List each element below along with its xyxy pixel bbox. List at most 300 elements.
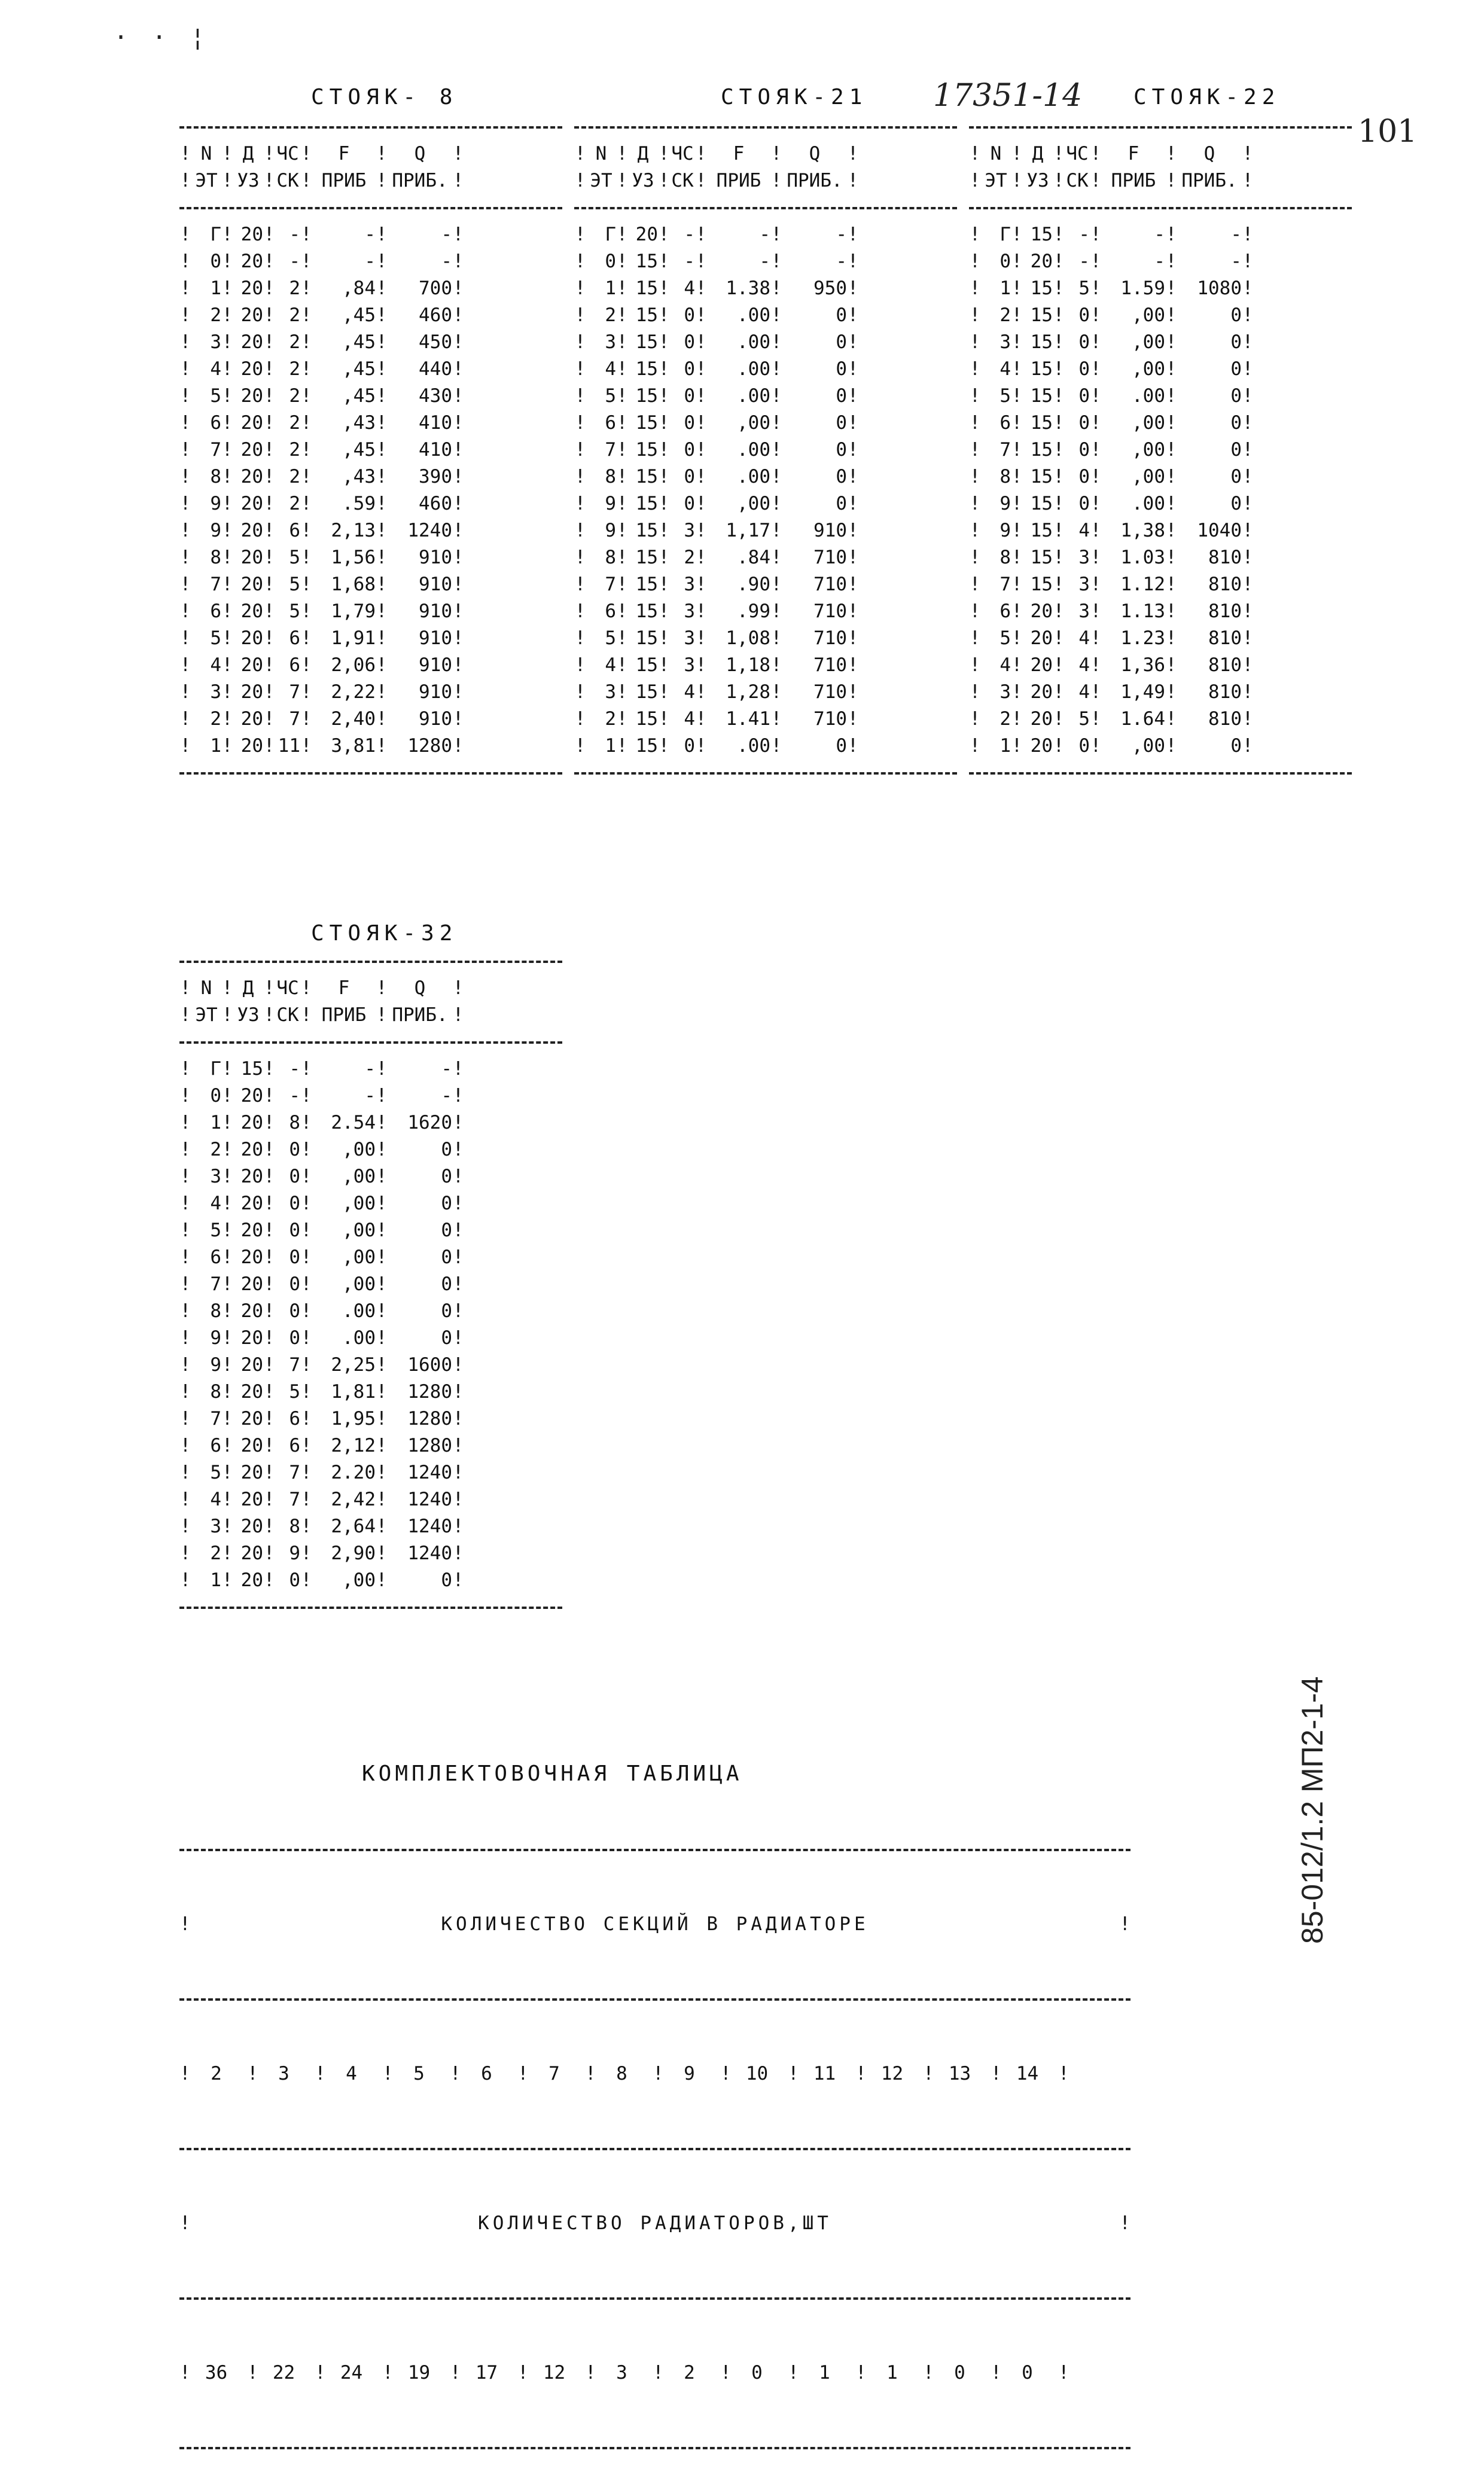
- riser-header-cell: Q: [809, 143, 821, 164]
- riser-cell: 6: [1000, 412, 1011, 434]
- riser-cell: 8: [210, 547, 221, 568]
- riser-cell: 0: [441, 1246, 452, 1268]
- riser-cell: 1620: [407, 1112, 452, 1133]
- riser-cell: .90: [737, 574, 770, 595]
- riser-cell: 15: [635, 681, 658, 703]
- riser-cell: 4: [605, 358, 616, 380]
- page-number: 101: [1358, 114, 1418, 150]
- riser-cell: 20: [240, 224, 263, 245]
- riser-cell: -: [684, 251, 695, 272]
- riser-cell: 6: [210, 1246, 221, 1268]
- riser-row: ! 6! 15! 0! ,00! 0!: [574, 410, 957, 437]
- riser-cell: 7: [289, 1489, 300, 1510]
- riser-cell: 0: [836, 493, 847, 514]
- riser-cell: 1,17: [726, 520, 770, 541]
- riser-row: ! 2! 15! 0! .00! 0!: [574, 302, 957, 329]
- riser-cell: 0: [1230, 358, 1242, 380]
- riser-cell: 15: [635, 358, 658, 380]
- riser-cell: 20: [1030, 654, 1053, 676]
- riser-cell: 0: [1230, 304, 1242, 326]
- riser-cell: 0: [1078, 331, 1090, 353]
- riser-cell: 20: [240, 439, 263, 461]
- riser-header-cell: Д: [1032, 143, 1044, 164]
- riser-cell: 0: [441, 1273, 452, 1295]
- riser-cell: .00: [342, 1327, 376, 1349]
- riser-cell: 9: [1000, 520, 1011, 541]
- riser-cell: 2,12: [331, 1435, 376, 1456]
- riser-header-cell: ПРИБ: [321, 170, 367, 191]
- riser-cell: 910: [419, 681, 452, 703]
- riser-row: ! 7! 20! 2! ,45! 410!: [179, 437, 562, 464]
- riser-cell: 0: [1078, 358, 1090, 380]
- riser-cell: 2.54: [331, 1112, 376, 1133]
- counts-cell: 19: [407, 2362, 431, 2384]
- riser-cell: 3: [210, 681, 221, 703]
- riser-cell: 0: [1078, 385, 1090, 407]
- riser-cell: 0: [1078, 439, 1090, 461]
- riser-cell: 8: [289, 1516, 300, 1537]
- riser-cell: -: [759, 224, 770, 245]
- riser-cell: 0: [441, 1327, 452, 1349]
- riser-row: ! 9! 20! 0! .00! 0!: [179, 1325, 562, 1352]
- riser-cell: 910: [419, 708, 452, 730]
- riser-cell: 20: [240, 1543, 263, 1564]
- riser-header-row: ! ЭТ ! УЗ !СК! ПРИБ ! ПРИБ. !: [179, 167, 562, 194]
- riser-row: ! 7! 15! 3! .90! 710!: [574, 571, 957, 598]
- riser-cell: 1040: [1197, 520, 1242, 541]
- riser-row: ! 9! 20! 6! 2,13! 1240!: [179, 517, 562, 544]
- riser-cell: 1280: [407, 1381, 452, 1403]
- riser-cell: -: [684, 224, 695, 245]
- riser-header-cell: ПРИБ: [1111, 170, 1156, 191]
- riser-cell: 0: [836, 304, 847, 326]
- riser-header-cell: N: [200, 977, 212, 999]
- riser-header-cell: Д: [637, 143, 649, 164]
- riser-cell: 6: [289, 627, 300, 649]
- riser-cell: 2: [210, 708, 221, 730]
- riser-row: ! 4! 20! 7! 2,42! 1240!: [179, 1486, 562, 1513]
- riser-cell: .00: [737, 735, 770, 757]
- riser-header-cell: ПРИБ.: [392, 170, 448, 191]
- sections-row: ! 2 ! 3 ! 4 ! 5 ! 6 ! 7 ! 8 ! 9 ! 10 ! 11 ! 12 ! 13 ! 14 !: [179, 2054, 1130, 2093]
- riser-cell: 1: [605, 735, 616, 757]
- riser-cell: 0: [1230, 466, 1242, 487]
- riser-header-cell: F: [733, 143, 745, 164]
- riser-cell: 15: [635, 547, 658, 568]
- riser-cell: 6: [289, 654, 300, 676]
- riser-cell: 20: [1030, 601, 1053, 622]
- riser-cell: 0: [836, 439, 847, 461]
- riser-cell: 910: [419, 574, 452, 595]
- riser-cell: 20: [1030, 681, 1053, 703]
- counts-cell: 0: [751, 2362, 763, 2384]
- riser-cell: 4: [1078, 654, 1090, 676]
- count-label: КОЛИЧЕСТВО РАДИАТОРОВ,ШТ: [478, 2212, 832, 2234]
- riser-row: ! 1! 20! 8! 2.54! 1620!: [179, 1110, 562, 1136]
- riser-row: ! 2! 20! 9! 2,90! 1240!: [179, 1540, 562, 1567]
- riser-cell: 15: [635, 278, 658, 299]
- riser-cell: 0: [289, 1139, 300, 1160]
- riser-header-cell: Q: [414, 143, 426, 164]
- riser-cell: 0: [1078, 412, 1090, 434]
- riser-header-cell: Д: [242, 977, 254, 999]
- riser-cell: 0: [1230, 385, 1242, 407]
- riser-cell: 2: [289, 466, 300, 487]
- riser-cell: 0: [836, 385, 847, 407]
- riser-table-8: [179, 114, 562, 787]
- counts-cell: 36: [205, 2362, 228, 2384]
- riser-cell: ,43: [342, 412, 376, 434]
- riser-cell: 20: [240, 278, 263, 299]
- riser-cell: 20: [240, 304, 263, 326]
- riser-cell: 2: [210, 1139, 221, 1160]
- riser-cell: -: [289, 1085, 300, 1107]
- riser-cell: 4: [1078, 520, 1090, 541]
- riser-cell: 20: [240, 1273, 263, 1295]
- riser-row: ! 8! 15! 0! ,00! 0!: [969, 464, 1352, 490]
- counts-row: ! 36 ! 22 ! 24 ! 19 ! 17 ! 12 ! 3 ! 2 ! 0 ! 1 ! 1 ! 0 ! 0 !: [179, 2353, 1130, 2392]
- riser-cell: 20: [635, 224, 658, 245]
- riser-cell: 0: [1230, 412, 1242, 434]
- riser-cell: 15: [1030, 547, 1053, 568]
- handwritten-number: 17351-14: [933, 78, 1083, 114]
- riser-cell: 15: [1030, 520, 1053, 541]
- riser-cell: 2: [289, 412, 300, 434]
- riser-row: ! 1! 20! 0! ,00! 0!: [969, 733, 1352, 760]
- riser-cell: ,00: [342, 1166, 376, 1187]
- riser-cell: 0: [441, 1569, 452, 1591]
- riser-cell: ,00: [342, 1220, 376, 1241]
- riser-cell: 440: [419, 358, 452, 380]
- riser-row: ! 2! 20! 2! ,45! 460!: [179, 302, 562, 329]
- riser-cell: 430: [419, 385, 452, 407]
- riser-cell: .00: [737, 358, 770, 380]
- riser-cell: 1.59: [1120, 278, 1165, 299]
- riser-cell: 4: [605, 654, 616, 676]
- riser-cell: 0: [684, 493, 695, 514]
- riser-cell: 7: [605, 574, 616, 595]
- riser-cell: 4: [210, 1193, 221, 1214]
- riser-cell: 8: [1000, 466, 1011, 487]
- riser-row: ! 8! 20! 2! ,43! 390!: [179, 464, 562, 490]
- riser-cell: 2,40: [331, 708, 376, 730]
- riser-cell: ,84: [342, 278, 376, 299]
- riser-cell: 20: [1030, 627, 1053, 649]
- riser-title-8: СТОЯК- 8: [311, 85, 458, 109]
- riser-cell: -: [364, 1058, 376, 1080]
- riser-row: ! Г! 15! -! -! -!: [969, 221, 1352, 248]
- riser-cell: 8: [210, 1381, 221, 1403]
- riser-cell: 3: [210, 1166, 221, 1187]
- riser-cell: -: [441, 1085, 452, 1107]
- riser-row: ! 3! 20! 2! ,45! 450!: [179, 329, 562, 356]
- riser-cell: 1240: [407, 1462, 452, 1483]
- riser-cell: 2: [1000, 304, 1011, 326]
- riser-cell: 810: [1208, 547, 1242, 568]
- riser-cell: ,45: [342, 331, 376, 353]
- riser-title-32: СТОЯК-32: [311, 921, 458, 946]
- riser-header-cell: УЗ: [1026, 170, 1049, 191]
- riser-cell: 1,81: [331, 1381, 376, 1403]
- riser-row: ! 4! 20! 6! 2,06! 910!: [179, 652, 562, 679]
- riser-cell: 6: [289, 1435, 300, 1456]
- riser-cell: 1.23: [1120, 627, 1165, 649]
- counts-cell: 24: [340, 2362, 363, 2384]
- riser-cell: 0: [836, 358, 847, 380]
- riser-cell: 20: [240, 1381, 263, 1403]
- riser-row: ! 9! 20! 2! .59! 460!: [179, 490, 562, 517]
- sections-cell: 9: [684, 2063, 695, 2084]
- riser-cell: 2: [605, 708, 616, 730]
- riser-cell: 1.41: [726, 708, 770, 730]
- riser-cell: 710: [813, 574, 847, 595]
- riser-header-cell: ЧС: [1066, 143, 1089, 164]
- riser-cell: 0: [684, 439, 695, 461]
- riser-row: ! 1! 20! 2! ,84! 700!: [179, 275, 562, 302]
- sections-cell: 5: [413, 2063, 425, 2084]
- riser-cell: 710: [813, 681, 847, 703]
- riser-cell: -: [441, 1058, 452, 1080]
- riser-cell: 1,91: [331, 627, 376, 649]
- riser-cell: 20: [240, 1462, 263, 1483]
- riser-cell: 9: [210, 520, 221, 541]
- riser-cell: 15: [635, 304, 658, 326]
- riser-cell: .00: [1132, 385, 1165, 407]
- riser-cell: 5: [1000, 385, 1011, 407]
- riser-cell: 15: [1030, 224, 1053, 245]
- riser-row: ! 9! 20! 7! 2,25! 1600!: [179, 1352, 562, 1379]
- riser-cell: ,00: [1132, 735, 1165, 757]
- riser-cell: 6: [605, 601, 616, 622]
- riser-cell: 1,56: [331, 547, 376, 568]
- riser-cell: .00: [737, 466, 770, 487]
- riser-cell: 20: [1030, 708, 1053, 730]
- riser-cell: 15: [635, 520, 658, 541]
- riser-cell: 9: [605, 493, 616, 514]
- riser-cell: 7: [289, 1462, 300, 1483]
- riser-cell: 20: [240, 493, 263, 514]
- riser-row: ! 8! 20! 5! 1,81! 1280!: [179, 1379, 562, 1406]
- riser-cell: 910: [419, 547, 452, 568]
- riser-cell: 0: [441, 1166, 452, 1187]
- riser-header-cell: ЭТ: [985, 170, 1007, 191]
- riser-cell: 8: [210, 466, 221, 487]
- riser-cell: 3: [1000, 681, 1011, 703]
- riser-cell: 1: [605, 278, 616, 299]
- riser-cell: 1,18: [726, 654, 770, 676]
- riser-cell: 15: [1030, 439, 1053, 461]
- corner-marks: · · ¦: [114, 24, 210, 51]
- riser-cell: 1240: [407, 1489, 452, 1510]
- riser-cell: 15: [635, 385, 658, 407]
- riser-cell: 950: [813, 278, 847, 299]
- riser-header-cell: УЗ: [237, 1004, 260, 1026]
- riser-header-row: ! N ! Д !ЧС! F ! Q !: [179, 975, 562, 1002]
- riser-cell: -: [441, 224, 452, 245]
- riser-cell: 15: [1030, 278, 1053, 299]
- riser-table-21: [574, 114, 957, 787]
- riser-cell: 4: [684, 278, 695, 299]
- riser-cell: 15: [1030, 304, 1053, 326]
- riser-row: ! 6! 20! 0! ,00! 0!: [179, 1244, 562, 1271]
- counts-cell: 0: [954, 2362, 965, 2384]
- riser-cell: 20: [240, 681, 263, 703]
- riser-header-cell: N: [595, 143, 607, 164]
- riser-cell: 2,90: [331, 1543, 376, 1564]
- riser-header-cell: СК: [276, 1004, 299, 1026]
- riser-cell: 1: [210, 735, 221, 757]
- riser-cell: 9: [210, 493, 221, 514]
- riser-cell: 5: [1078, 278, 1090, 299]
- riser-cell: 6: [289, 1408, 300, 1430]
- riser-row: ! 5! 20! 6! 1,91! 910!: [179, 625, 562, 652]
- riser-header-cell: ПРИБ: [321, 1004, 367, 1026]
- riser-cell: 710: [813, 547, 847, 568]
- riser-cell: 15: [635, 251, 658, 272]
- riser-row: ! 4! 15! 0! .00! 0!: [574, 356, 957, 383]
- riser-cell: 1,28: [726, 681, 770, 703]
- riser-cell: 6: [210, 412, 221, 434]
- riser-cell: -: [364, 224, 376, 245]
- riser-cell: 15: [240, 1058, 263, 1080]
- riser-header-cell: Q: [414, 977, 426, 999]
- riser-cell: 910: [419, 627, 452, 649]
- riser-cell: 8: [1000, 547, 1011, 568]
- riser-cell: 6: [210, 1435, 221, 1456]
- riser-cell: 15: [1030, 493, 1053, 514]
- riser-cell: 2: [1000, 708, 1011, 730]
- riser-cell: 410: [419, 412, 452, 434]
- sections-cell: 4: [346, 2063, 357, 2084]
- riser-cell: 2: [289, 278, 300, 299]
- riser-cell: 0: [289, 1193, 300, 1214]
- riser-cell: 2: [289, 358, 300, 380]
- riser-cell: 0: [441, 1139, 452, 1160]
- riser-cell: 2.20: [331, 1462, 376, 1483]
- riser-cell: ,43: [342, 466, 376, 487]
- riser-cell: 5: [289, 547, 300, 568]
- riser-cell: 0: [836, 412, 847, 434]
- riser-cell: Г: [1000, 224, 1011, 245]
- riser-cell: 5: [210, 385, 221, 407]
- riser-cell: -: [1230, 224, 1242, 245]
- riser-cell: 0: [836, 735, 847, 757]
- riser-cell: ,00: [1132, 358, 1165, 380]
- riser-cell: 5: [289, 601, 300, 622]
- riser-cell: ,00: [342, 1569, 376, 1591]
- riser-cell: 810: [1208, 574, 1242, 595]
- riser-header-cell: СК: [671, 170, 694, 191]
- riser-cell: 3: [684, 654, 695, 676]
- riser-cell: 0: [289, 1220, 300, 1241]
- riser-cell: 1,68: [331, 574, 376, 595]
- riser-row: ! 5! 15! 0! .00! 0!: [574, 383, 957, 410]
- riser-cell: 1,38: [1120, 520, 1165, 541]
- riser-row: ! 1! 15! 5! 1.59! 1080!: [969, 275, 1352, 302]
- riser-cell: ,00: [1132, 466, 1165, 487]
- riser-cell: 1,36: [1120, 654, 1165, 676]
- riser-row: ! 4! 20! 0! ,00! 0!: [179, 1190, 562, 1217]
- riser-row: ! 9! 15! 0! .00! 0!: [969, 490, 1352, 517]
- riser-row: ! 6! 20! 3! 1.13! 810!: [969, 598, 1352, 625]
- riser-cell: 20: [240, 547, 263, 568]
- riser-cell: 2: [210, 1543, 221, 1564]
- riser-cell: 2: [289, 304, 300, 326]
- sections-cell: 10: [745, 2063, 769, 2084]
- riser-cell: 20: [240, 1085, 263, 1107]
- riser-cell: 1240: [407, 1516, 452, 1537]
- riser-header-cell: ЧС: [276, 143, 299, 164]
- riser-cell: 3: [684, 520, 695, 541]
- riser-cell: 2: [289, 439, 300, 461]
- riser-cell: 0: [684, 331, 695, 353]
- riser-row: ! 1! 20! 0! ,00! 0!: [179, 1567, 562, 1594]
- riser-cell: ,00: [1132, 304, 1165, 326]
- riser-cell: 20: [240, 1139, 263, 1160]
- riser-cell: 0: [289, 1246, 300, 1268]
- riser-cell: 7: [210, 1273, 221, 1295]
- riser-cell: 0: [1078, 735, 1090, 757]
- riser-row: ! 4! 15! 0! ,00! 0!: [969, 356, 1352, 383]
- riser-cell: -: [836, 224, 847, 245]
- riser-cell: 4: [210, 358, 221, 380]
- riser-cell: 15: [635, 627, 658, 649]
- sections-cell: 3: [278, 2063, 290, 2084]
- riser-row: ! 5! 20! 7! 2.20! 1240!: [179, 1459, 562, 1486]
- riser-cell: 3: [605, 681, 616, 703]
- sections-cell: 7: [548, 2063, 560, 2084]
- riser-row: ! 7! 20! 5! 1,68! 910!: [179, 571, 562, 598]
- riser-cell: 1.13: [1120, 601, 1165, 622]
- riser-cell: 3: [210, 1516, 221, 1537]
- riser-cell: 9: [1000, 493, 1011, 514]
- riser-cell: 20: [240, 251, 263, 272]
- riser-cell: Г: [605, 224, 616, 245]
- riser-header-row: ! N ! Д !ЧС! F ! Q !: [969, 141, 1352, 167]
- riser-cell: 810: [1208, 601, 1242, 622]
- riser-cell: 0: [441, 1193, 452, 1214]
- riser-cell: 15: [1030, 574, 1053, 595]
- riser-cell: Г: [210, 1058, 221, 1080]
- riser-row: ! 7! 15! 3! 1.12! 810!: [969, 571, 1352, 598]
- riser-row: ! 2! 15! 4! 1.41! 710!: [574, 706, 957, 733]
- riser-cell: 20: [240, 627, 263, 649]
- riser-cell: 7: [210, 439, 221, 461]
- riser-cell: 1.12: [1120, 574, 1165, 595]
- riser-row: ! 0! 20! -! -! -!: [179, 1083, 562, 1110]
- riser-cell: 910: [813, 520, 847, 541]
- riser-cell: 20: [240, 1327, 263, 1349]
- riser-cell: ,00: [1132, 331, 1165, 353]
- sections-cell: 6: [481, 2063, 492, 2084]
- riser-cell: 450: [419, 331, 452, 353]
- riser-cell: 2: [210, 304, 221, 326]
- counts-cell: 12: [543, 2362, 566, 2384]
- riser-cell: 5: [1000, 627, 1011, 649]
- riser-cell: 15: [1030, 331, 1053, 353]
- riser-cell: -: [289, 224, 300, 245]
- riser-cell: 460: [419, 493, 452, 514]
- riser-row: ! 1! 20! 11! 3,81! 1280!: [179, 733, 562, 760]
- riser-cell: 810: [1208, 708, 1242, 730]
- riser-row: ! 9! 15! 3! 1,17! 910!: [574, 517, 957, 544]
- riser-header-cell: УЗ: [632, 170, 654, 191]
- riser-header-cell: ЧС: [276, 977, 299, 999]
- riser-cell: -: [1154, 251, 1165, 272]
- riser-cell: 15: [1030, 385, 1053, 407]
- riser-header-cell: F: [1128, 143, 1139, 164]
- riser-cell: ,00: [342, 1193, 376, 1214]
